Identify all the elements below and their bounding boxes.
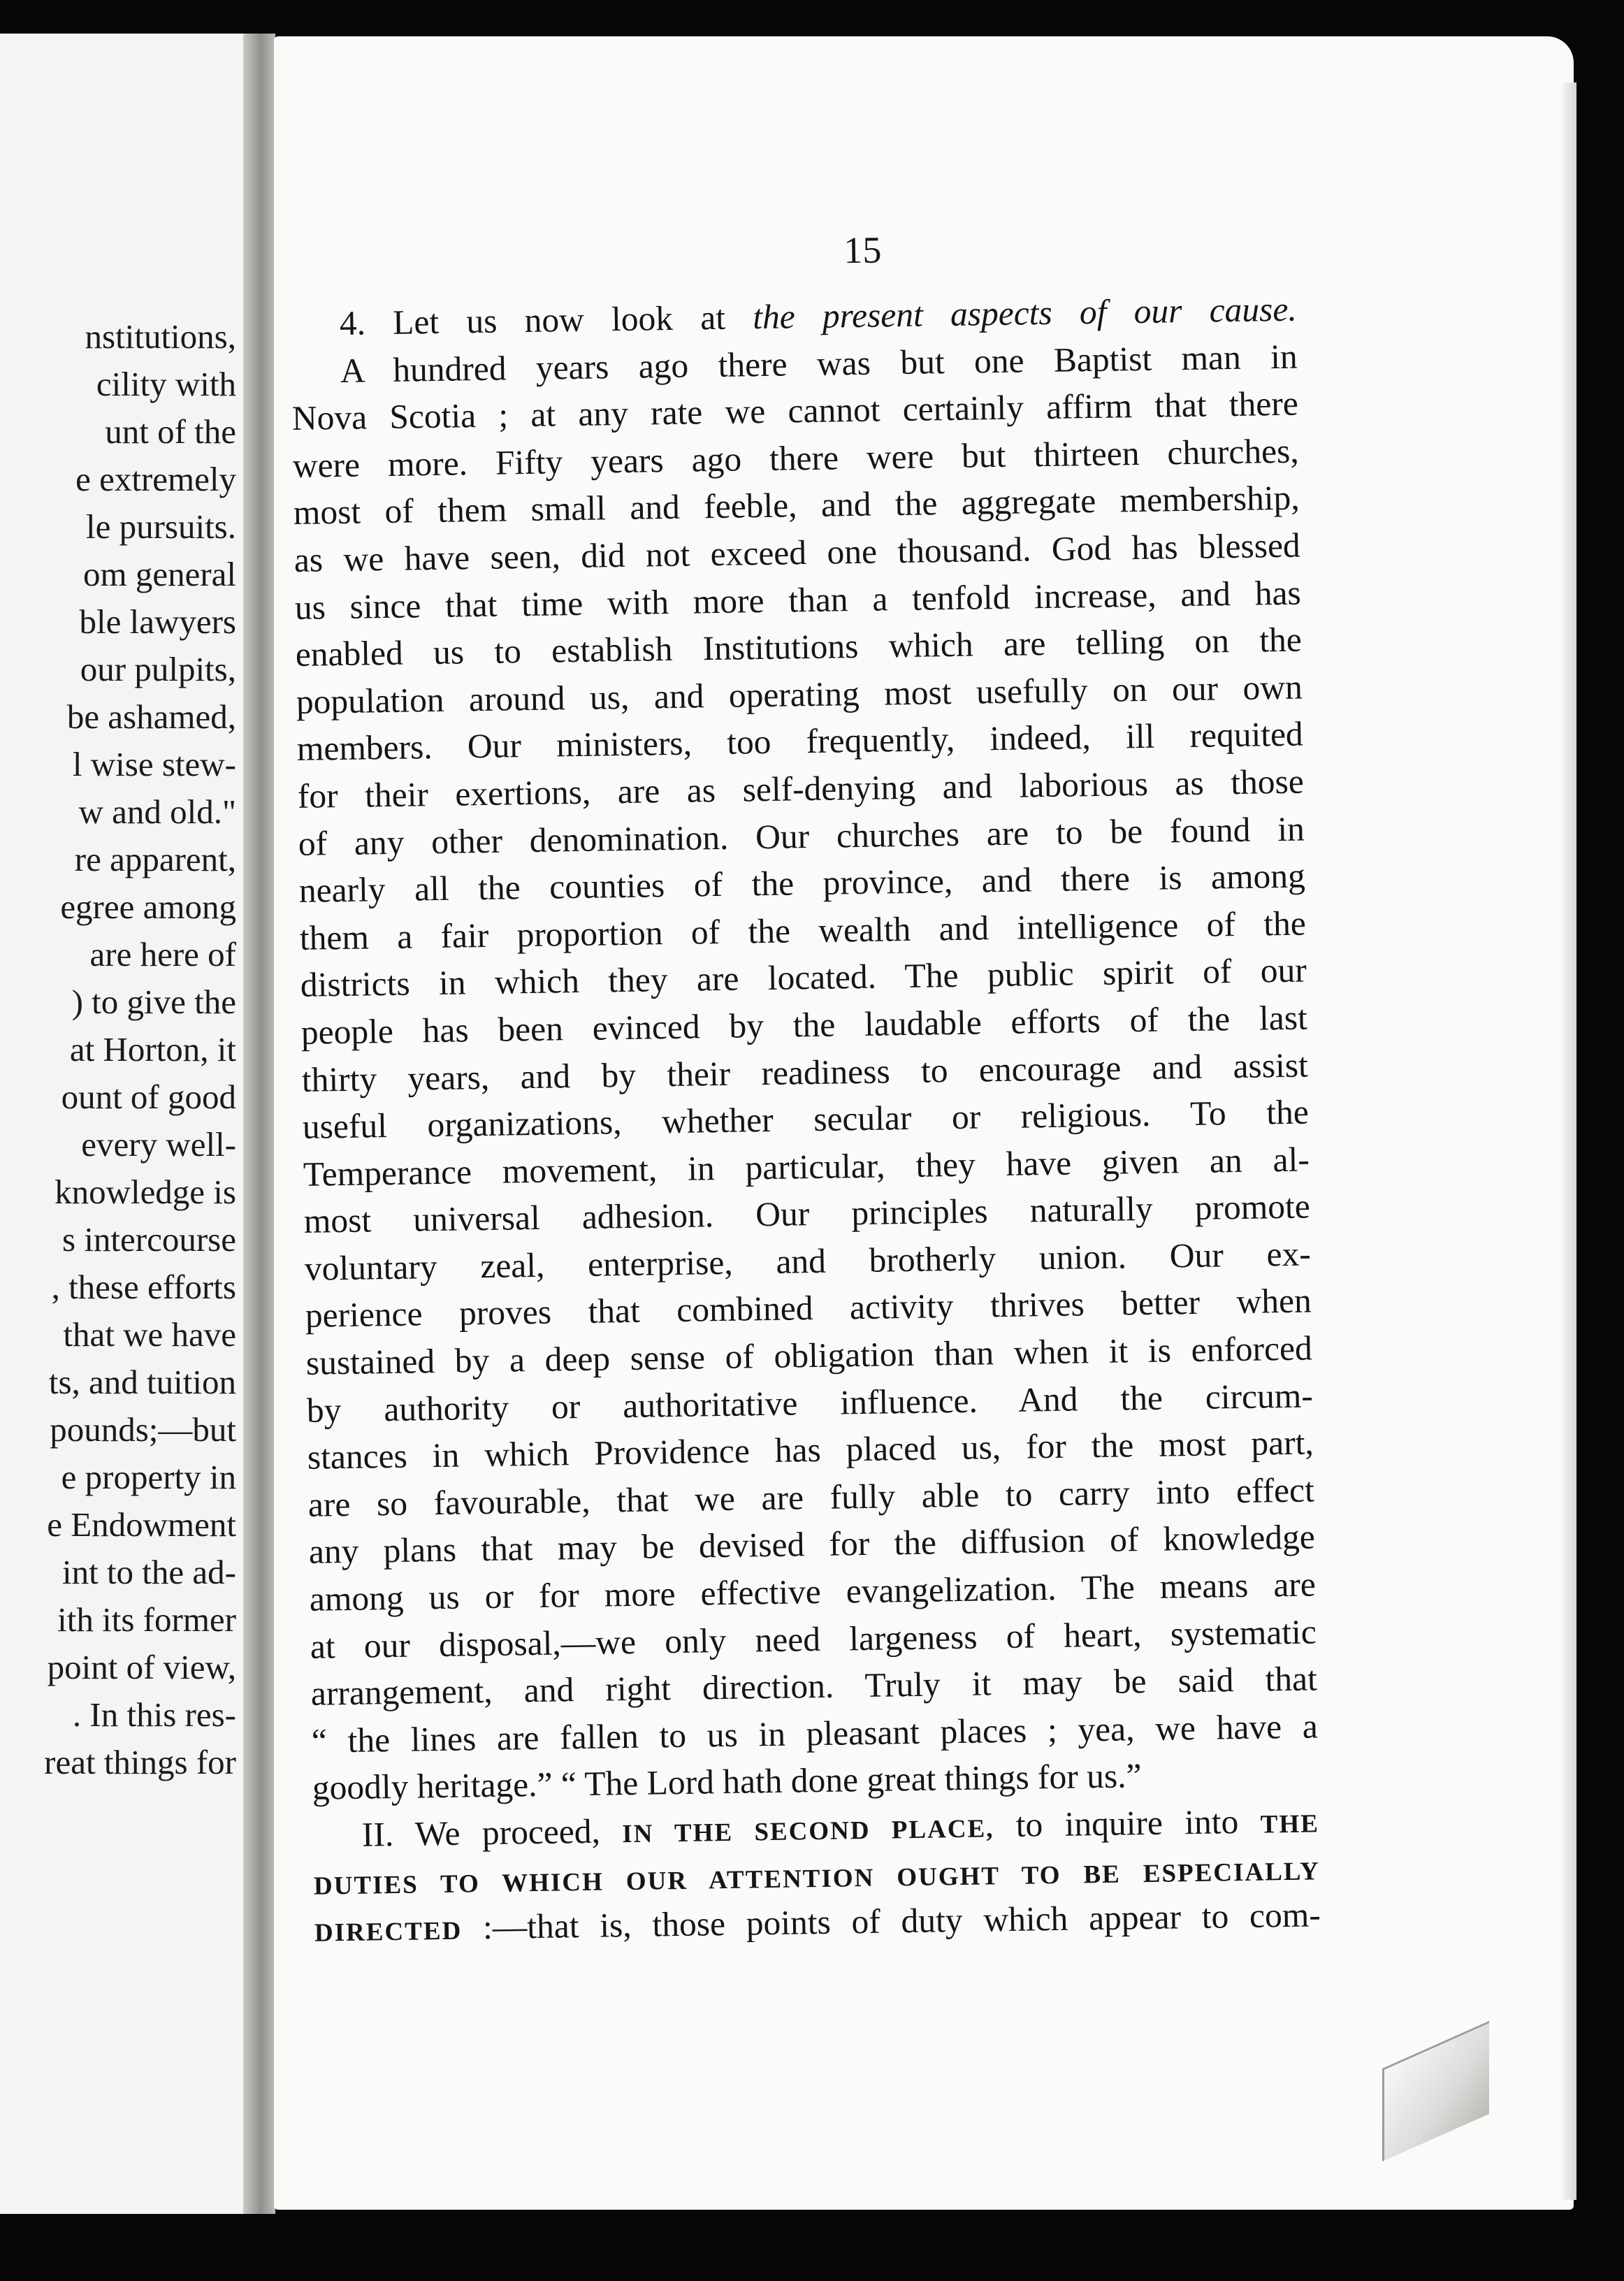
left-page-line: s intercourse [62,1220,236,1259]
text-line: by authority or authoritative influence. And the circum- [306,1376,1314,1430]
text-line: us since that time with more than a tenfold increase, and has [294,573,1302,627]
text-line: perience proves that combined activity thrives better when [305,1281,1312,1335]
text-line: stances in which Providence has placed us, for the most part, [307,1423,1314,1477]
left-page-line: ts, and tuition [48,1363,236,1401]
left-page-line: ble lawyers [79,602,236,641]
left-page-line: reat things for [44,1743,236,1781]
left-page-line: w and old." [78,792,236,831]
left-page-line: e extremely [75,460,236,498]
text-line: are so favourable, that we are fully able to carry into effect [307,1470,1315,1524]
section-2-prefix: II. We proceed, [361,1811,623,1854]
section-2-smallcaps-c: DUTIES TO WHICH OUR ATTENTION OUGHT TO BE ESPECIALLY [313,1856,1321,1901]
text-line: arrangement, and right direction. Truly it may be said that [310,1659,1318,1713]
left-page-line: that we have [63,1315,236,1354]
left-page-line: ith its former [57,1600,236,1639]
text-line: nearly all the counties of the province, and there is among [298,856,1306,911]
text-line: as we have seen, did not exceed one thousand. God has blessed [293,526,1301,579]
left-page-line: knowledge is [55,1173,236,1211]
text-line: Temperance movement, in particular, they have given an al- [303,1140,1310,1194]
text-line: at our disposal,—we only need largeness of heart, systematic [310,1612,1317,1666]
left-page-line: om general [82,555,236,593]
left-page-line: l wise stew- [72,745,236,783]
text-line: most universal adhesion. Our principles naturally promote [303,1187,1311,1241]
section-2-mid: to inquire into [993,1802,1261,1845]
page-number: 15 [843,229,882,272]
left-page-line: be ashamed, [66,697,236,736]
left-page-line: at Horton, it [69,1030,236,1069]
section-2-smallcaps-b: THE [1260,1809,1320,1839]
paragraph-4 [291,333,1319,1812]
text-line: goodly heritage.” “ The Lord hath done great things for us.” [312,1756,1142,1808]
left-page-line: int to the ad- [61,1553,236,1591]
page-edge [1563,82,1576,2200]
left-page-line: egree among [60,888,236,926]
section-2-smallcaps-d: DIRECTED [314,1916,463,1948]
text-line: for their exertions, are as self-denying and laborious as those [297,762,1305,816]
left-page-line: ount of good [61,1078,236,1116]
text-line: were more. Fifty years ago there were but thirteen churches, [292,431,1300,485]
text-line: of any other denomination. Our churches are to be found in [298,809,1305,863]
left-page-line: re apparent, [74,840,236,878]
text-line: enabled us to establish Institutions which are telling on the [295,620,1303,674]
text-line: “ the lines are fallen to us in pleasant places ; yea, we have a [311,1707,1319,1760]
section-2-rest: :—that is, those points of duty which appear to com- [461,1895,1321,1947]
text-line: people has been evinced by the laudable efforts of the last [300,998,1308,1052]
heading-prefix: 4. Let us now look at [339,298,753,342]
text-line: them a fair proportion of the wealth and intelligence of the [299,904,1307,957]
book-gutter [243,34,275,2214]
text-line: any plans that may be devised for the diffusion of knowledge [308,1517,1316,1572]
text-line: districts in which they are located. The public spirit of our [300,950,1307,1005]
section-2-smallcaps-a: IN THE SECOND PLACE, [622,1814,994,1849]
text-line: A hundred years ago there was but one Baptist man in [340,337,1298,390]
left-page-line: point of view, [47,1648,236,1686]
text-line: useful organizations, whether secular or religious. To the [302,1092,1310,1146]
heading-italic: the present aspects of our cause. [752,289,1298,337]
left-page-line: cility with [96,365,236,403]
left-page-line: le pursuits. [85,507,236,546]
text-line: among us or for more effective evangelization. The means are [309,1565,1317,1619]
left-page-line: our pulpits, [80,650,236,688]
left-page-line: are here of [89,935,236,973]
text-line: Nova Scotia ; at any rate we cannot certainly affirm that there [291,384,1299,438]
left-page-line: pounds;—but [50,1410,236,1449]
left-page-line: , these efforts [51,1268,236,1306]
left-page-text [0,313,236,1786]
text-line: most of them small and feeble, and the aggregate membership, [293,478,1300,533]
left-page-line: every well- [81,1125,236,1164]
text-line: population around us, and operating most usefully on our own [296,667,1303,721]
text-line: voluntary zeal, enterprise, and brotherly union. Our ex- [304,1234,1312,1288]
left-page-line: e Endowment [47,1505,236,1544]
left-page-line: unt of the [105,412,236,451]
left-page-line: . In this res- [72,1695,236,1734]
text-line: members. Our ministers, too frequently, indeed, ill requited [296,714,1304,769]
left-page-line: nstitutions, [85,317,236,356]
text-line: sustained by a deep sense of obligation than when it is enforced [305,1328,1313,1382]
left-page [0,34,243,2214]
left-page-line: ) to give the [71,983,236,1021]
left-page-line: e property in [61,1458,236,1496]
text-line: thirty years, and by their readiness to encourage and assist [301,1045,1309,1099]
body-text [290,286,1321,1954]
